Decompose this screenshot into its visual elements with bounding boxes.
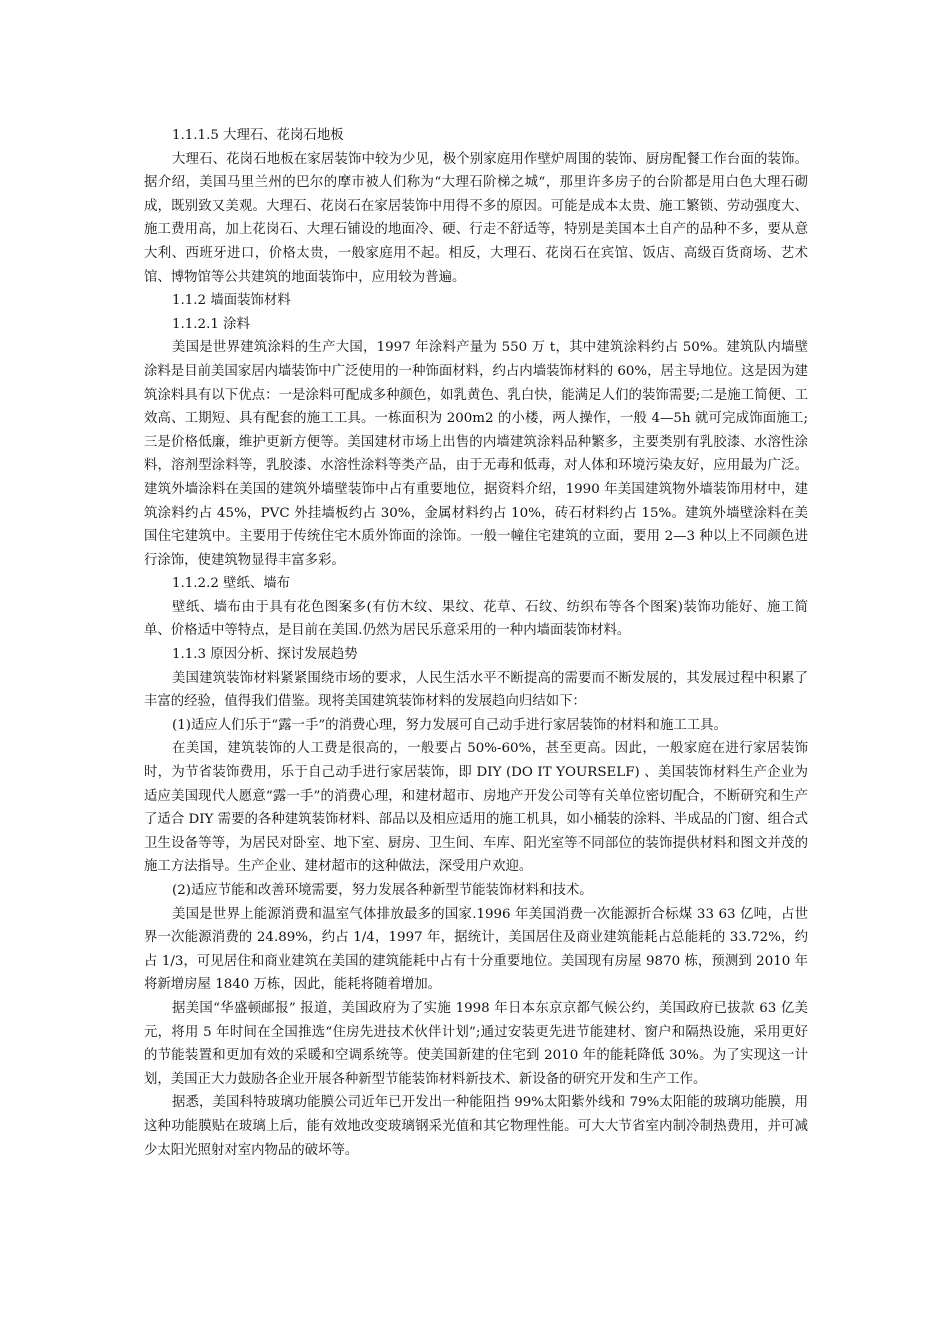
paragraph-trend-point-2: (2)适应节能和改善环境需要，努力发展各种新型节能装饰材料和技术。 [172, 883, 593, 898]
paragraph-washington-post: 据美国“华盛顿邮报” 报道，美国政府为了实施 1998 年日本东京京都气候公约，美国政府已拔款 63 亿美元，将用 5 年时间在全国推选“住房先进技术伙伴计划”;通过安装更先进节能建材、窗户和隔热设施，采用更好的节能装置和更加有效的采暖和空调系统等。使美国新建的住宅到 2010 年的能耗降低 30%。为了实现这一计划，美国正大力鼓励各企业开展各种新型节能装饰材料新技术、新设备的研究开发和生产工作。 [144, 1000, 808, 1087]
section-heading-marble-floor: 1.1.1.5 大理石、花岗石地板 [172, 128, 344, 143]
section-heading-wallpaper: 1.1.2.2 壁纸、墙布 [172, 576, 291, 592]
paragraph-coatings: 美国是世界建筑涂料的生产大国，1997 年涂料产量为 550 万 t，其中建筑涂料约占 50%。建筑队内墙壁涂料是目前美国家居内墙装饰中广泛使用的一种饰面材料，约占内墙装饰材料的 60%，居主导地位。这是因为建筑涂料具有以下优点：一是涂料可配成多种颜色，如乳黄色、乳白快，能满足人们的装饰需要;二是施工简便、工效高、工期短、具有配套的施工工具。一栋面积为 200m2 的小楼，两人操作，一般 4—5h 就可完成饰面施工;三是价格低廉，维护更新方便等。美国建材市场上出售的内墙建筑涂料品种繁多，主要类别有乳胶漆、水溶性涂料，溶剂型涂料等，乳胶漆、水溶性涂料等类产品，由于无毒和低毒，对人体和环境污染友好，应用最为广泛。建筑外墙涂料在美国的建筑外墙壁装饰中占有重要地位，据资料介绍，1990 年美国建筑物外墙装饰用材中，建筑涂料约占 45%，PVC 外挂墙板约占 30%，金属材料约占 10%，砖石材料约占 15%。建筑外墙壁涂料在美国住宅建筑中。主要用于传统住宅木质外饰面的涂饰。一般一幢住宅建筑的立面，要用 2—3 种以上不同颜色进行涂饰，使建筑物显得丰富多彩。 [144, 340, 808, 568]
paragraph-glass-film: 据悉，美国科特玻璃功能膜公司近年已开发出一种能阻挡 99%太阳紫外线和 79%太阳能的玻璃功能膜，用这种功能膜贴在玻璃上后，能有效地改变玻璃钢采光值和其它物理性能。可大大节省室内制冷制热费用，并可减少太阳光照射对室内物品的破坏等。 [144, 1095, 808, 1158]
section-heading-wall-materials: 1.1.2 墙面装饰材料 [172, 293, 291, 309]
section-heading-trend-analysis: 1.1.3 原因分析、探讨发展趋势 [172, 647, 358, 663]
section-heading-coatings: 1.1.2.1 涂料 [172, 316, 250, 332]
paragraph-trend-point-1: (1)适应人们乐于“露一手”的消费心理，努力发展可自己动手进行家居装饰的材料和施工工具。 [172, 717, 727, 733]
paragraph-wallpaper: 壁纸、墙布由于具有花色图案多(有仿木纹、果纹、花草、石纹、纺织布等各个图案)装饰功能好、施工简单、价格适中等特点，是目前在美国.仍然为居民乐意采用的一种内墙面装饰材料。 [144, 599, 808, 639]
paragraph-diy: 在美国，建筑装饰的人工费是很高的，一般要占 50%-60%，甚至更高。因此，一般家庭在进行家居装饰时，为节省装饰费用，乐于自己动手进行家居装饰，即 DIY (DO IT YOURSELF) 、美国装饰材料生产企业为适应美国现代人愿意“露一手”的消费心理，和建材超市、房地产开发公司等有关单位密切配合，不断研究和生产了适合 DIY 需要的各种建筑装饰材料、部品以及相应适用的施工机具，如小桶装的涂料、半成品的门窗、组合式卫生设备等等，为居民对卧室、地下室、厨房、卫生间、车库、阳光室等不同部位的装饰提供材料和图文并茂的施工方法指导。生产企业、建材超市的这种做法，深受用户欢迎。 [144, 741, 808, 875]
paragraph-trend-intro: 美国建筑装饰材料紧紧围绕市场的要求，人民生活水平不断提高的需要而不断发展的，其发展过程中积累了丰富的经验，值得我们借鉴。现将美国建筑装饰材料的发展趋向归结如下： [144, 670, 808, 710]
paragraph-energy: 美国是世界上能源消费和温室气体排放最多的国家.1996 年美国消费一次能源折合标煤 33 63 亿吨，占世界一次能源消费的 24.89%，约占 1/4，1997 年，据统计，美国居住及商业建筑能耗占总能耗的 33.72%，约占 1/3，可见居住和商业建筑在美国的建筑能耗中占有十分重要地位。美国现有房屋 9870 栋，预测到 2010 年将新增房屋 1840 万栋，因此，能耗将随着增加。 [144, 906, 808, 993]
document-page [144, 124, 808, 1162]
paragraph-marble-floor: 大理石、花岗石地板在家居装饰中较为少见，极个别家庭用作壁炉周围的装饰、厨房配餐工作台面的装饰。据介绍，美国马里兰州的巴尔的摩市被人们称为“大理石阶梯之城“，那里许多房子的台阶都是用白色大理石砌成，既别致又美观。大理石、花岗石在家居装饰中用得不多的原因。可能是成本太贵、施工繁锁、劳动强度大、施工费用高，加上花岗石、大理石铺设的地面冷、硬、行走不舒适等，特别是美国本土自产的品种不多，要从意大利、西班牙进口，价格太贵，一般家庭用不起。相反，大理石、花岗石在宾馆、饭店、高级百货商场、艺术馆、博物馆等公共建筑的地面装饰中，应用较为普遍。 [144, 151, 808, 285]
